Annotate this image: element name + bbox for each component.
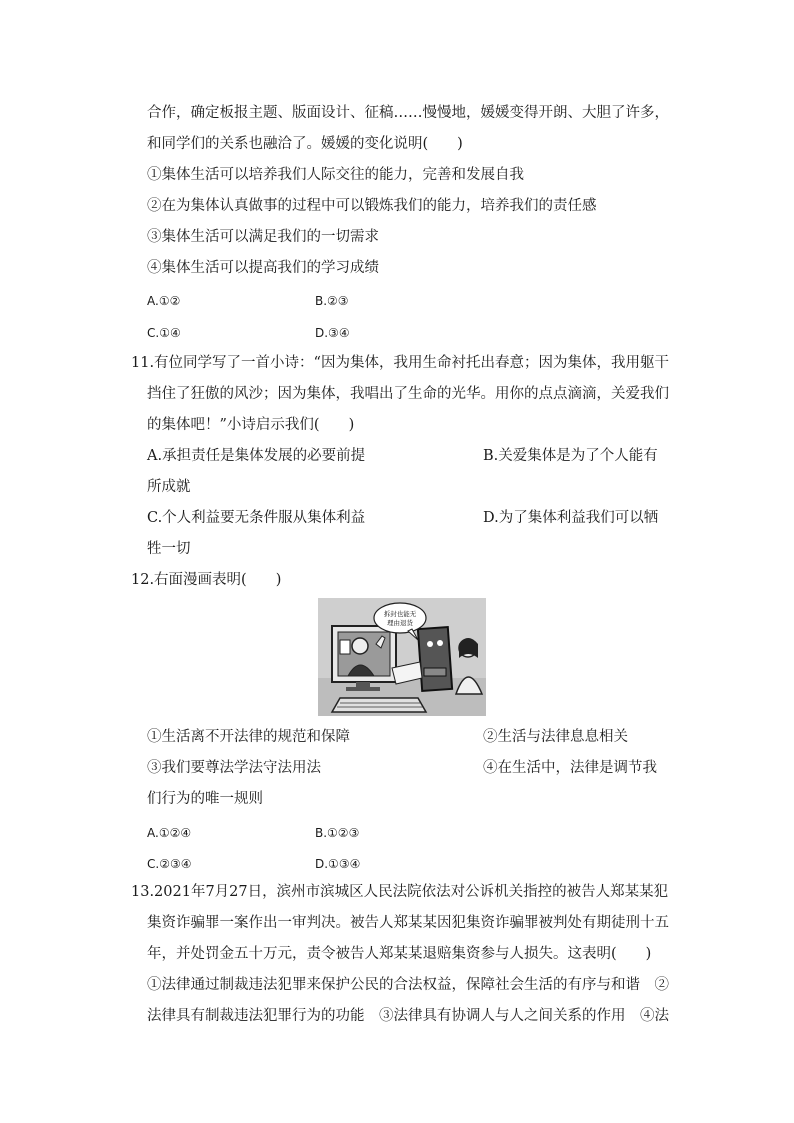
svg-text:理由退货: 理由退货: [387, 619, 413, 627]
q12-option-c[interactable]: C.②③④: [147, 857, 192, 871]
q12-option-a[interactable]: A.①②④: [147, 826, 192, 840]
cartoon-image: [318, 598, 486, 716]
q11-option-b[interactable]: B.关爱集体是为了个人能有: [483, 448, 658, 464]
q12-statement-4-cont: 们行为的唯一规则: [147, 791, 263, 807]
q10-option-b[interactable]: B.②③: [315, 294, 349, 308]
q10-option-d[interactable]: D.③④: [315, 326, 350, 340]
q10-stem-line-2: 和同学们的关系也融洽了。媛媛的变化说明( ): [147, 136, 463, 152]
q11-option-d-cont: 牲一切: [147, 541, 191, 557]
q12-option-d[interactable]: D.①③④: [315, 857, 361, 871]
q11-option-a[interactable]: A.承担责任是集体发展的必要前提: [147, 448, 366, 464]
q10-statement-1: ①集体生活可以培养我们人际交往的能力，完善和发展自我: [147, 167, 524, 183]
q13-stem-line-3: 年，并处罚金五十万元，责令被告人郑某某退赔集资参与人损失。这表明( ): [147, 946, 652, 962]
q11-option-b-cont: 所成就: [147, 479, 191, 495]
q12-statement-2: ②生活与法律息息相关: [483, 729, 628, 745]
q10-statement-2: ②在为集体认真做事的过程中可以锻炼我们的能力，培养我们的责任感: [147, 198, 597, 214]
q12-option-b[interactable]: B.①②③: [315, 826, 360, 840]
q10-option-a[interactable]: A.①②: [147, 294, 181, 308]
q13-statement-line-2: 法律具有制裁违法犯罪行为的功能 ③法律具有协调人与人之间关系的作用 ④法: [147, 1008, 669, 1024]
q12-statement-1: ①生活离不开法律的规范和保障: [147, 729, 350, 745]
q11-stem-line-2: 挡住了狂傲的风沙；因为集体，我唱出了生命的光华。用你的点点滴滴，关爱我们: [147, 386, 669, 402]
cartoon-bubble-text: 拆封也能无: [383, 610, 417, 618]
q13-statement-line-1: ①法律通过制裁违法犯罪来保护公民的合法权益，保障社会生活的有序与和谐 ②: [147, 977, 669, 993]
q11-stem-line-1: 11.有位同学写了一首小诗：“因为集体，我用生命衬托出春意；因为集体，我用躯干: [131, 355, 669, 371]
q10-statement-3: ③集体生活可以满足我们的一切需求: [147, 229, 379, 245]
q12-stem: 12.右面漫画表明( ): [131, 572, 282, 588]
q11-stem-line-3: 的集体吧！”小诗启示我们( ): [147, 417, 355, 433]
q13-stem-line-1: 13.2021年7月27日，滨州市滨城区人民法院依法对公诉机关指控的被告人郑某某犯: [131, 884, 669, 900]
q12-statement-3: ③我们要尊法学法守法用法: [147, 760, 321, 776]
q10-option-c[interactable]: C.①④: [147, 326, 181, 340]
q12-statement-4: ④在生活中，法律是调节我: [483, 760, 657, 776]
q11-option-c[interactable]: C.个人利益要无条件服从集体利益: [147, 510, 366, 526]
q10-stem-line-1: 合作，确定板报主题、版面设计、征稿……慢慢地，媛媛变得开朗、大胆了许多，: [147, 105, 669, 121]
q10-statement-4: ④集体生活可以提高我们的学习成绩: [147, 260, 379, 276]
q11-option-d[interactable]: D.为了集体利益我们可以牺: [483, 510, 659, 526]
q13-stem-line-2: 集资诈骗罪一案作出一审判决。被告人郑某某因犯集资诈骗罪被判处有期徒刑十五: [147, 915, 669, 931]
